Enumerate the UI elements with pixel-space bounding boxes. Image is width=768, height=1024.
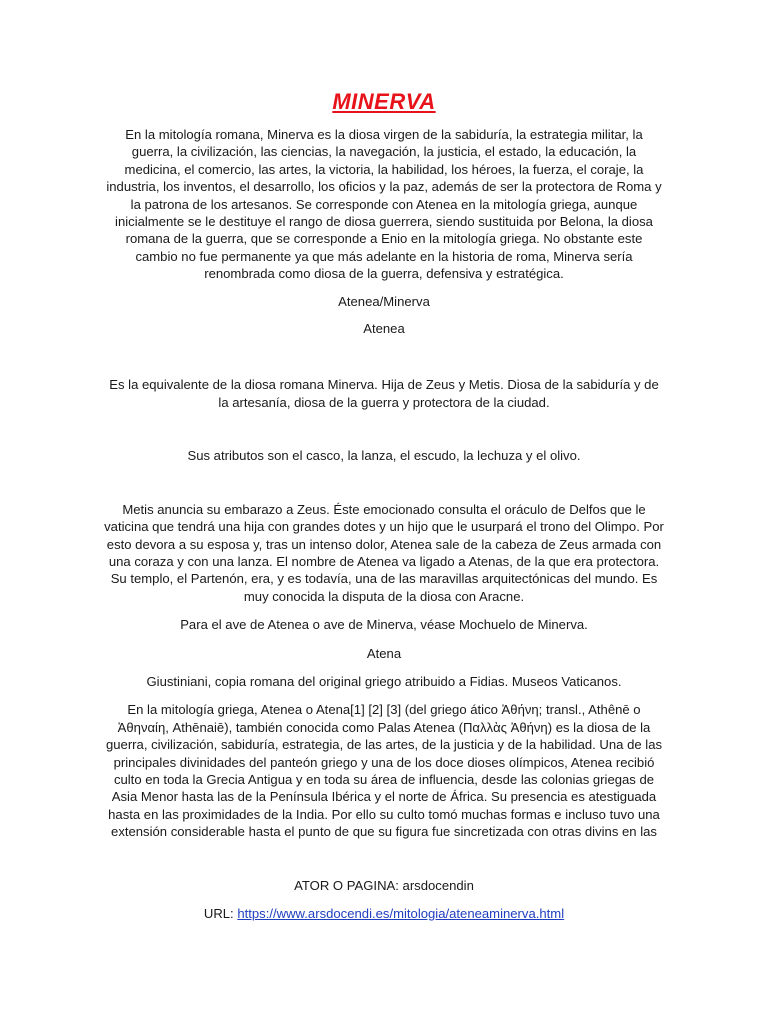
source-url-link[interactable]: https://www.arsdocendi.es/mitologia/ateneaminerva.html xyxy=(237,906,565,921)
caption-atenea-minerva: Atenea/Minerva xyxy=(338,293,430,309)
caption-atenea: Atenea xyxy=(363,321,405,337)
paragraph-attributes: Sus atributos son el casco, la lanza, el escudo, la lechuza y el olivo. xyxy=(187,448,581,464)
paragraph-giustiniani: Giustiniani, copia romana del original griego atribuido a Fidias. Museos Vaticanos. xyxy=(146,673,622,689)
page-title: MINERVA xyxy=(332,89,436,114)
caption-atena: Atena xyxy=(366,645,402,661)
paragraph-greek-mythology: En la mitología griega, Atenea o Atena[1] [2] [3] (del griego ático Ἀθήνη; transl., Athênē o Ἀθηναίη, Athēnaiē), también conocida como Palas Atenea (Παλλὰς Ἀθήνη) es la diosa de la guerra, civilización, sabiduría, estrategia, de las artes, de la justicia y de la habilidad. Una de las principales divinidades del panteón griego y una de los doce dioses olímpicos, Atenea recibió culto en toda la Grecia Antigua y en toda su área de influencia, desde las colonias griegas de Asia Menor hasta las de la Península Ibérica y el norte de África. Su presencia es atestiguada hasta en las proximidades de la India. Por ello su culto tomó muchas formas e incluso tuvo una extensión considerable hasta el punto de que su figura fue sincretizada con otras divins en las xyxy=(105,702,663,840)
paragraph-metis: Metis anuncia su embarazo a Zeus. Éste emocionado consulta el oráculo de Delfos que le vaticina que tendrá una hija con grandes dotes y un hijo que le usurpará el trono del Olimpo. Por esto devora a su esposa y, tras un intenso dolor, Atenea sale de la cabeza de Zeus armada con una coraza y con una lanza. El nombre de Atenea va ligado a Atenas, de la que era protectora. Su templo, el Partenón, era, y es todavía, una de las maravillas arquitectónicas del mundo. Es muy conocida la disputa de la diosa con Aracne. xyxy=(104,501,664,604)
paragraph-ave-atenea: Para el ave de Atenea o ave de Minerva, véase Mochuelo de Minerva. xyxy=(180,617,588,633)
paragraph-minerva-intro: En la mitología romana, Minerva es la diosa virgen de la sabiduría, la estrategia militar, la guerra, la civilización, las ciencias, la navegación, la justicia, el estado, la educación, la medicina, el comercio, las artes, la victoria, la habilidad, los héroes, la fuerza, el coraje, la industria, los inventos, el desarrollo, los oficios y la paz, además de ser la protectora de Roma y la patrona de los artesanos. Se corresponde con Atenea en la mitología griega, aunque inicialmente se le destituye el rango de diosa guerrera, siendo sustituida por Belona, la diosa romana de la guerra, que se corresponde a Enio en la mitología griega. No obstante este cambio no fue permanente ya que más adelante en la historia de roma, Minerva sería renombrada como diosa de la guerra, defensiva y estratégica. xyxy=(106,127,662,282)
paragraph-atenea-equivalent: Es la equivalente de la diosa romana Minerva. Hija de Zeus y Metis. Diosa de la sabiduría y de la artesanía, diosa de la guerra y protectora de la ciudad. xyxy=(109,377,659,410)
url-line xyxy=(104,905,664,922)
url-label: URL: xyxy=(203,906,238,921)
author-line: ATOR O PAGINA: arsdocendin xyxy=(294,877,474,893)
